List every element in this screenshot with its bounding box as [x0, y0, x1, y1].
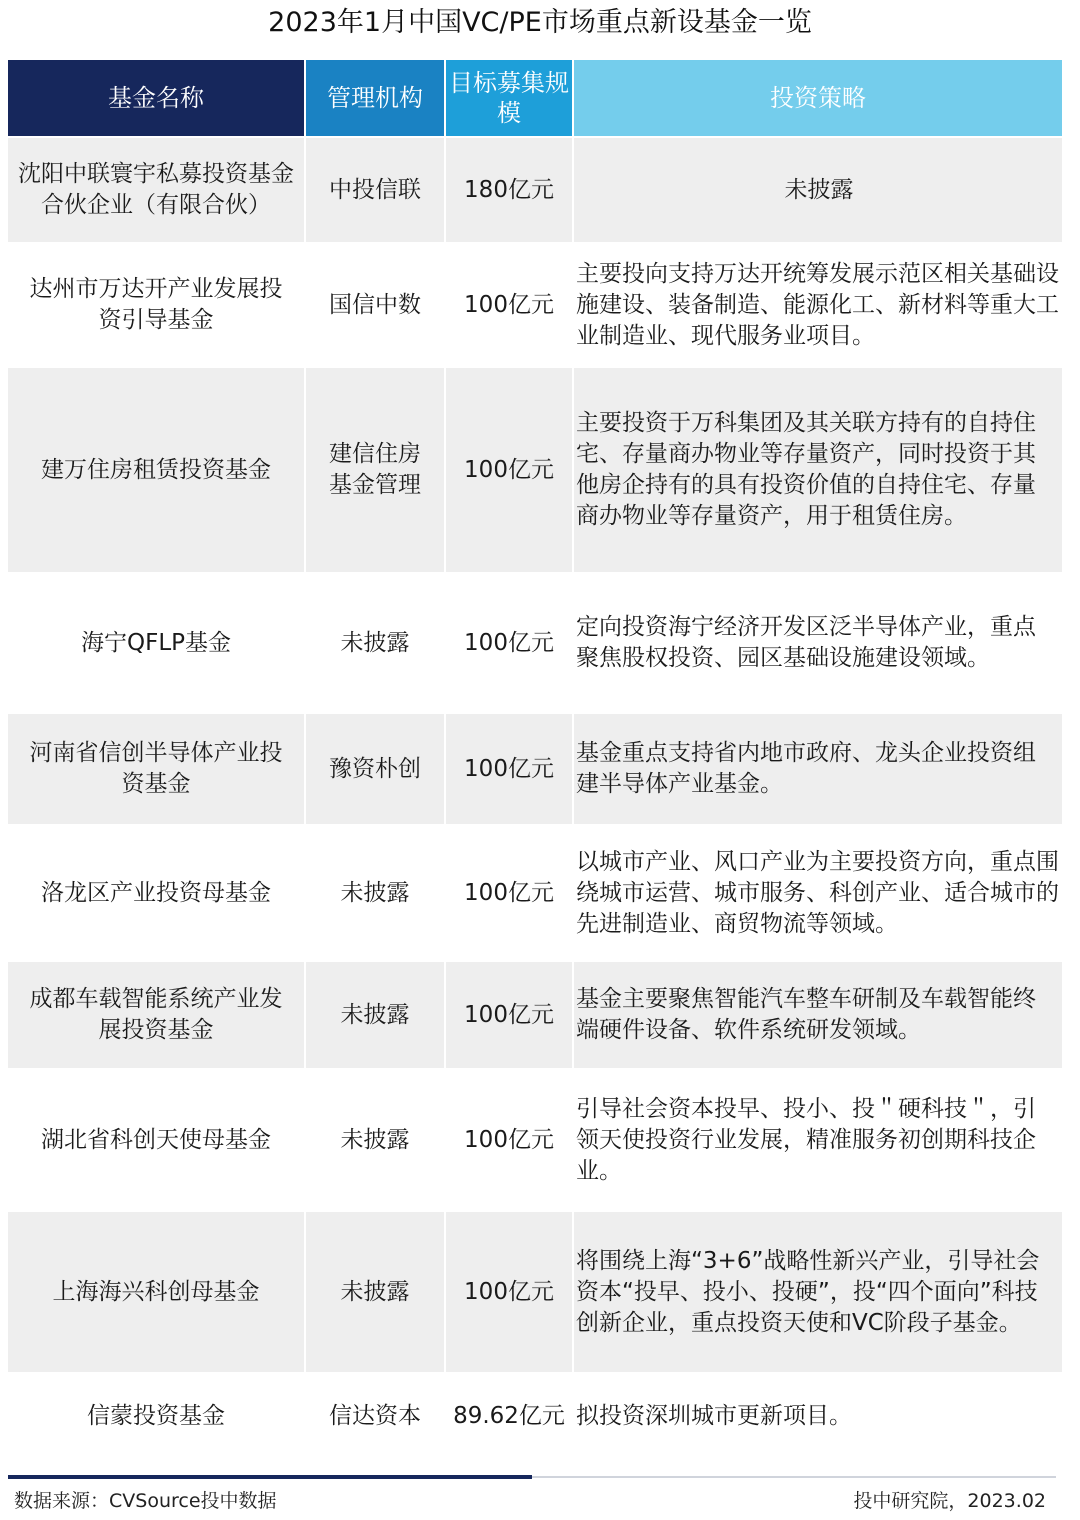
fund-name-cell: 建万住房租赁投资基金 — [8, 366, 306, 572]
fund-name-cell: 达州市万达开产业发展投资引导基金 — [8, 242, 306, 366]
target-size-cell: 100亿元 — [446, 242, 574, 366]
manager-cell: 未披露 — [306, 960, 446, 1068]
target-size-cell: 100亿元 — [446, 1068, 574, 1210]
table-row — [8, 242, 1062, 366]
target-size-cell: 100亿元 — [446, 572, 574, 712]
table-row — [8, 824, 1062, 960]
target-size-cell: 180亿元 — [446, 136, 574, 242]
table-row — [8, 1068, 1062, 1210]
target-size-cell: 100亿元 — [446, 1210, 574, 1372]
target-size-cell: 89.62亿元 — [446, 1372, 574, 1458]
table-row — [8, 712, 1062, 824]
strategy-cell: 主要投资于万科集团及其关联方持有的自持住宅、存量商办物业等存量资产，同时投资于其他房企持有的具有投资价值的自持住宅、存量商办物业等存量资产，用于租赁住房。 — [574, 366, 1062, 572]
fund-name-cell: 海宁QFLP基金 — [8, 572, 306, 712]
header-target-size: 目标募集规模 — [446, 60, 574, 136]
manager-cell: 信达资本 — [306, 1372, 446, 1458]
strategy-cell: 引导社会资本投早、投小、投＂硬科技＂，引领天使投资行业发展，精准服务初创期科技企业。 — [574, 1068, 1062, 1210]
table-row — [8, 960, 1062, 1068]
strategy-cell: 主要投向支持万达开统筹发展示范区相关基础设施建设、装备制造、能源化工、新材料等重大工业制造业、现代服务业项目。 — [574, 242, 1062, 366]
strategy-cell: 拟投资深圳城市更新项目。 — [574, 1372, 1062, 1458]
target-size-cell: 100亿元 — [446, 960, 574, 1068]
target-size-cell: 100亿元 — [446, 366, 574, 572]
manager-cell: 未披露 — [306, 1210, 446, 1372]
target-size-cell: 100亿元 — [446, 824, 574, 960]
fund-name-cell: 上海海兴科创母基金 — [8, 1210, 306, 1372]
header-manager: 管理机构 — [306, 60, 446, 136]
strategy-cell: 未披露 — [574, 136, 1062, 242]
manager-cell: 未披露 — [306, 1068, 446, 1210]
table-row — [8, 366, 1062, 572]
strategy-cell: 定向投资海宁经济开发区泛半导体产业，重点聚焦股权投资、园区基础设施建设领域。 — [574, 572, 1062, 712]
table-row — [8, 572, 1062, 712]
fund-name-cell: 洛龙区产业投资母基金 — [8, 824, 306, 960]
header-strategy: 投资策略 — [574, 60, 1062, 136]
strategy-cell: 将围绕上海“3+6”战略性新兴产业，引导社会资本“投早、投小、投硬”，投“四个面向”科技创新企业，重点投资天使和VC阶段子基金。 — [574, 1210, 1062, 1372]
page-title: 2023年1月中国VC/PE市场重点新设基金一览 — [268, 7, 812, 38]
footer-divider-light — [532, 1476, 1056, 1478]
fund-name-cell: 信蒙投资基金 — [8, 1372, 306, 1458]
table-row — [8, 1372, 1062, 1458]
strategy-cell: 基金重点支持省内地市政府、龙头企业投资组建半导体产业基金。 — [574, 712, 1062, 824]
fund-name-cell: 湖北省科创天使母基金 — [8, 1068, 306, 1210]
manager-cell: 豫资朴创 — [306, 712, 446, 824]
manager-cell: 未披露 — [306, 572, 446, 712]
manager-cell: 建信住房基金管理 — [306, 366, 446, 572]
data-source-note: 数据来源：CVSource投中数据 — [14, 1490, 277, 1512]
table-row — [8, 136, 1062, 242]
manager-cell: 未披露 — [306, 824, 446, 960]
funds-table — [8, 60, 1062, 1458]
table-row — [8, 1210, 1062, 1372]
fund-name-cell: 沈阳中联寰宇私募投资基金合伙企业（有限合伙） — [8, 136, 306, 242]
fund-name-cell: 成都车载智能系统产业发展投资基金 — [8, 960, 306, 1068]
target-size-cell: 100亿元 — [446, 712, 574, 824]
strategy-cell: 以城市产业、风口产业为主要投资方向，重点围绕城市运营、城市服务、科创产业、适合城市的先进制造业、商贸物流等领域。 — [574, 824, 1062, 960]
header-fund-name: 基金名称 — [8, 60, 306, 136]
strategy-cell: 基金主要聚焦智能汽车整车研制及车载智能终端硬件设备、软件系统研发领域。 — [574, 960, 1062, 1068]
table-header-row — [8, 60, 1062, 136]
footer-divider-dark — [8, 1475, 532, 1479]
publisher-credit: 投中研究院，2023.02 — [853, 1490, 1046, 1512]
manager-cell: 国信中数 — [306, 242, 446, 366]
fund-name-cell: 河南省信创半导体产业投资基金 — [8, 712, 306, 824]
manager-cell: 中投信联 — [306, 136, 446, 242]
